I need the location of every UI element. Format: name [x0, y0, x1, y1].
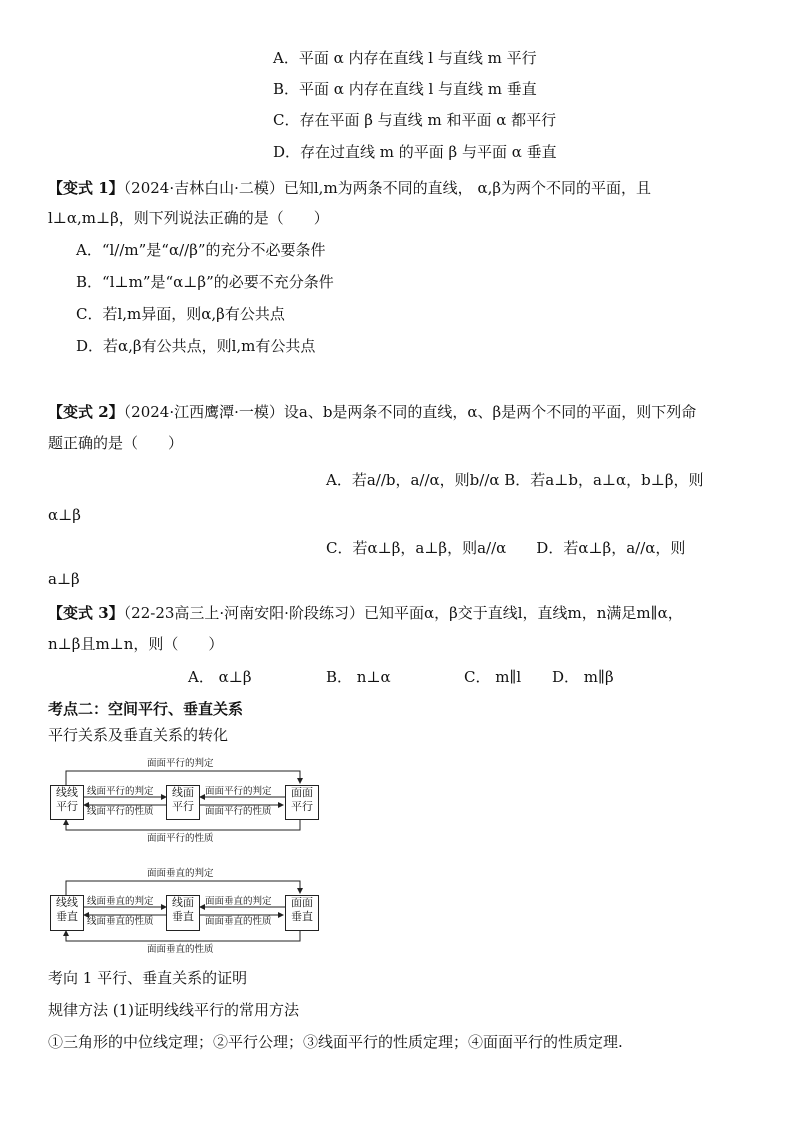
perp-box3-line2: 垂直 [291, 910, 313, 923]
box1-line1: 线线 [56, 786, 78, 799]
variant1-option-d: D．若α,β有公共点，则l,m有公共点 [76, 337, 316, 355]
box-plane-plane-perp [285, 895, 319, 931]
variant3-source: （22-23高三上·河南安阳·阶段练习）已知平面α，β交于直线l，直线m，n满足m∥α， [123, 604, 683, 622]
variant3-tag: 【变式 3】 [48, 604, 124, 622]
perp-l2: 线面垂直的性质 [87, 916, 154, 927]
parallel-r2: 面面平行的性质 [205, 806, 272, 817]
box-line-plane-perp [166, 895, 200, 931]
perp-r2: 面面垂直的性质 [205, 916, 272, 927]
parallel-l1: 线面平行的判定 [87, 786, 154, 797]
variant1-option-b: B．“l⊥m”是“α⊥β”的必要不充分条件 [76, 273, 334, 291]
variant3-option-b: B． n⊥α [326, 668, 391, 686]
option-d: D．存在过直线 m 的平面 β 与平面 α 垂直 [273, 143, 557, 161]
perp-box3-line1: 面面 [291, 896, 313, 909]
direction-method: 规律方法 (1)证明线线平行的常用方法 [48, 1001, 300, 1019]
direction-list: ①三角形的中位线定理；②平行公理；③线面平行的性质定理；④面面平行的性质定理. [48, 1033, 623, 1051]
box3-line2: 平行 [291, 800, 313, 813]
direction-title: 考向 1 平行、垂直关系的证明 [48, 969, 248, 987]
variant3-option-a: A． α⊥β [188, 668, 252, 686]
section-subtitle: 平行关系及垂直关系的转化 [48, 726, 229, 744]
perp-box1-line2: 垂直 [56, 910, 78, 923]
variant1-source: （2024·吉林白山·二模）已知l,m为两条不同的直线， α,β为两个不同的平面，且 [123, 179, 652, 197]
variant2-options-ab: A．若a//b，a//α，则b//α B．若a⊥b，a⊥α，b⊥β，则 [326, 471, 704, 489]
box2-line2: 平行 [172, 800, 194, 813]
variant1-option-a: A．“l//m”是“α//β”的充分不必要条件 [76, 241, 326, 259]
parallel-r1: 面面平行的判定 [205, 786, 272, 797]
section-title: 考点二：空间平行、垂直关系 [48, 700, 244, 718]
variant2-cont: 题正确的是（ ） [48, 434, 184, 452]
parallel-bottom-label: 面面平行的性质 [147, 833, 214, 844]
variant1-tag: 【变式 1】 [48, 179, 124, 197]
option-c: C．存在平面 β 与直线 m 和平面 α 都平行 [273, 111, 557, 129]
perp-bottom-label: 面面垂直的性质 [147, 944, 214, 955]
perp-box2-line2: 垂直 [172, 910, 194, 923]
perp-r1: 面面垂直的判定 [205, 896, 272, 907]
variant3-option-d: D． m∥β [552, 668, 614, 686]
box2-line1: 线面 [172, 786, 194, 799]
perp-top-label: 面面垂直的判定 [147, 868, 214, 879]
variant1-option-c: C．若l,m异面，则α,β有公共点 [76, 305, 285, 323]
variant2-tag: 【变式 2】 [48, 403, 124, 421]
perp-box2-line1: 线面 [172, 896, 194, 909]
box-line-line-perp [50, 895, 84, 931]
parallel-l2: 线面平行的性质 [87, 806, 154, 817]
variant2-options-ab-tail: α⊥β [48, 506, 81, 524]
box3-line1: 面面 [291, 786, 313, 799]
variant2-options-cd-tail: a⊥β [48, 570, 80, 588]
option-b: B．平面 α 内存在直线 l 与直线 m 垂直 [273, 80, 537, 98]
variant2-source: （2024·江西鹰潭·一模）设a、b是两条不同的直线，α、β是两个不同的平面，则下列命 [123, 403, 697, 421]
box1-line2: 平行 [56, 800, 78, 813]
variant2-options-cd: C．若α⊥β，a⊥β，则a//α D．若α⊥β，a//α，则 [326, 539, 686, 557]
option-a: A．平面 α 内存在直线 l 与直线 m 平行 [273, 49, 537, 67]
perp-l1: 线面垂直的判定 [87, 896, 154, 907]
parallel-top-label: 面面平行的判定 [147, 758, 214, 769]
perp-box1-line1: 线线 [56, 896, 78, 909]
variant3-option-c: C． m∥l [464, 668, 522, 686]
variant1-cont: l⊥α,m⊥β，则下列说法正确的是（ ） [48, 209, 329, 227]
variant3-cont: n⊥β且m⊥n，则（ ） [48, 635, 224, 653]
